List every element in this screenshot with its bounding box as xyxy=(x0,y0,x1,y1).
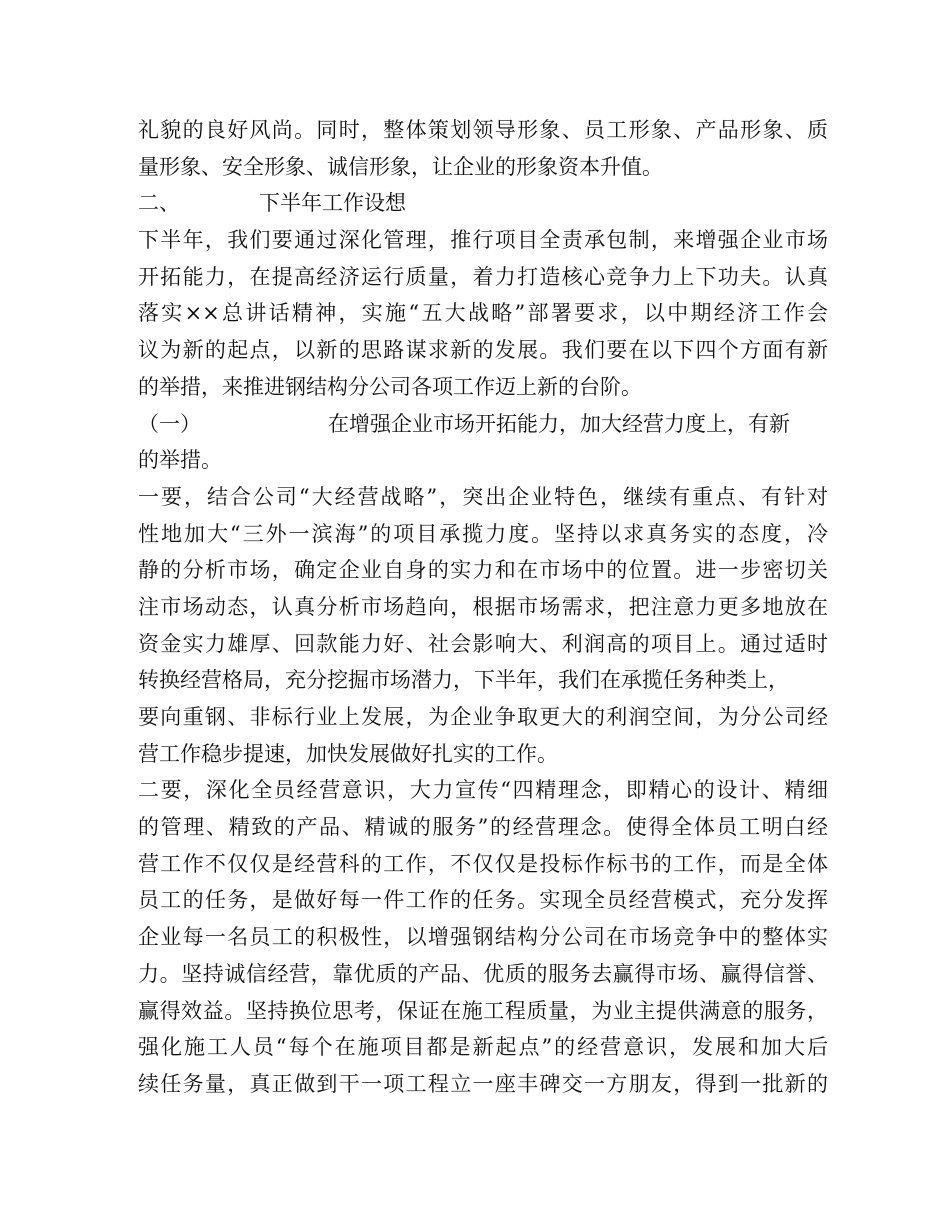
text-line: 的管理、精致的产品、精诚的服务”的经营理念。使得全体员工明白经 xyxy=(138,815,828,840)
text-line: 一要，结合公司“大经营战略”，突出企业特色，继续有重点、有针对 xyxy=(138,484,828,509)
text-line: 注市场动态，认真分析市场趋向，根据市场需求，把注意力更多地放在 xyxy=(138,594,828,619)
text-line: 企业每一名员工的积极性，以增强钢结构分公司在市场竞争中的整体实 xyxy=(138,925,828,950)
text-line: 的举措，来推进钢结构分公司各项工作迈上新的台阶。 xyxy=(138,374,642,399)
text-line: 强化施工人员“每个在施项目都是新起点”的经营意识，发展和加大后 xyxy=(138,1035,828,1060)
text-line: 议为新的起点，以新的思路谋求新的发展。我们要在以下四个方面有新 xyxy=(138,338,828,363)
text-line: 力。坚持诚信经营，靠优质的产品、优质的服务去赢得市场、赢得信誉、 xyxy=(138,961,828,986)
text-line: 要向重钢、非标行业上发展，为企业争取更大的利润空间，为分公司经 xyxy=(138,705,828,729)
text-line: 的举措。 xyxy=(138,448,222,473)
subsection-number: （一） xyxy=(138,411,201,436)
text-line: 下半年，我们要通过深化管理，推行项目全责承包制，来增强企业市场 xyxy=(138,228,828,253)
section-heading xyxy=(138,185,828,222)
subsection-heading xyxy=(138,406,828,443)
text-line: 静的分析市场，确定企业自身的实力和在市场中的位置。进一步密切关 xyxy=(138,558,828,583)
text-line: 营工作不仅仅是经营科的工作，不仅仅是投标作标书的工作，而是全体 xyxy=(138,851,828,876)
text-line: 资金实力雄厚、回款能力好、社会影响大、利润高的项目上。通过适时 xyxy=(138,631,828,656)
subsection-title: 在增强企业市场开拓能力，加大经营力度上，有新 xyxy=(328,411,790,436)
document-body xyxy=(138,112,828,1103)
text-line: 续任务量，真正做到干一项工程立一座丰碑交一方朋友，得到一批新的 xyxy=(138,1071,828,1096)
text-line: 量形象、安全形象、诚信形象，让企业的形象资本升值。 xyxy=(138,154,663,179)
text-line: 性地加大“三外一滨海”的项目承揽力度。坚持以求真务实的态度，冷 xyxy=(138,521,828,546)
section-number: 二、 xyxy=(138,191,180,216)
text-line: 转换经营格局，充分挖掘市场潜力，下半年，我们在承揽任务种类上， xyxy=(138,668,789,693)
text-line: 礼貌的良好风尚。同时，整体策划领导形象、员工形象、产品形象、质 xyxy=(138,118,828,142)
text-line: 员工的任务，是做好每一件工作的任务。实现全员经营模式，充分发挥 xyxy=(138,888,828,913)
section-title: 下半年工作设想 xyxy=(259,191,406,216)
text-line: 营工作稳步提速，加快发展做好扎实的工作。 xyxy=(138,741,558,766)
text-line: 开拓能力，在提高经济运行质量，着力打造核心竞争力上下功夫。认真 xyxy=(138,264,828,289)
text-line: 二要，深化全员经营意识，大力宣传“四精理念，即精心的设计、精细 xyxy=(138,778,828,803)
text-line: 赢得效益。坚持换位思考，保证在施工程质量，为业主提供满意的服务， xyxy=(138,998,828,1023)
text-line: 落实××总讲话精神，实施“五大战略”部署要求，以中期经济工作会 xyxy=(138,301,828,326)
